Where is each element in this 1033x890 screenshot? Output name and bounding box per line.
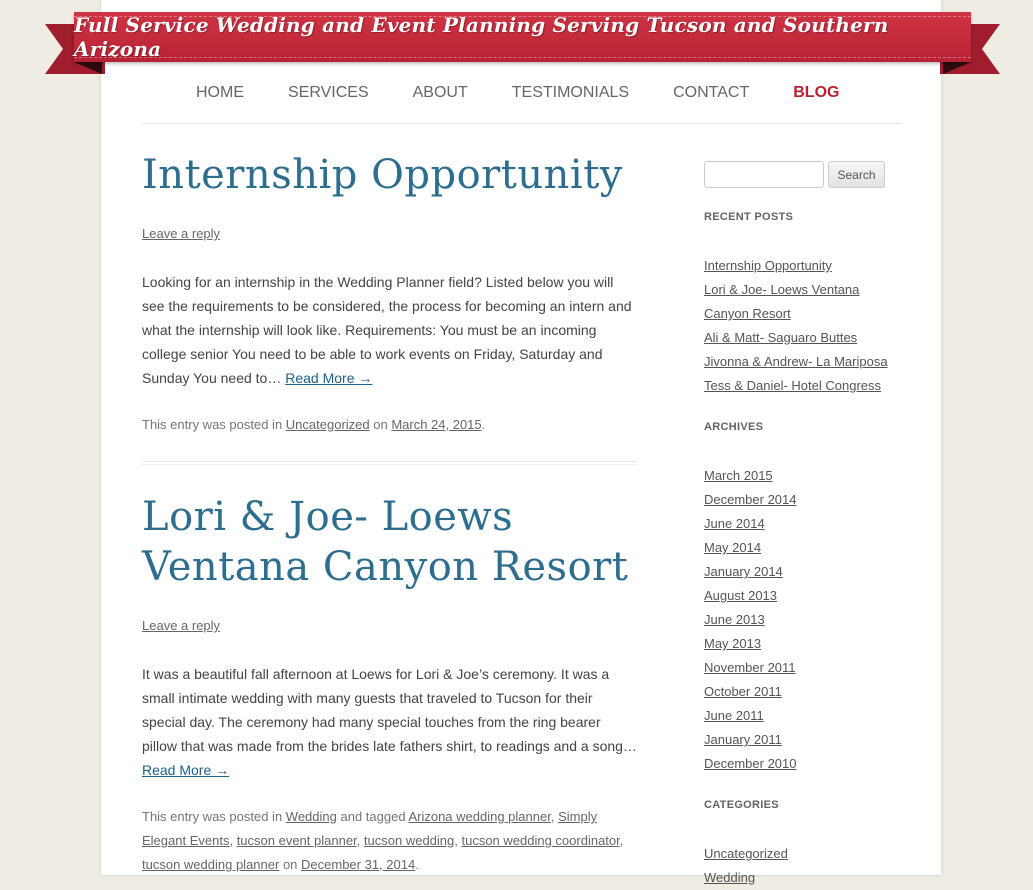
list-item — [704, 464, 797, 488]
post-title[interactable] — [142, 492, 628, 592]
category-link[interactable]: Uncategorized — [704, 846, 788, 861]
tag-separator: , — [229, 833, 237, 848]
post-title-line[interactable]: Lori & Joe- Loews — [142, 494, 514, 540]
list-item — [704, 704, 797, 728]
list-item — [704, 680, 797, 704]
nav-about[interactable]: ABOUT — [412, 84, 468, 101]
archive-link[interactable]: August 2013 — [704, 588, 778, 603]
list-item — [704, 656, 797, 680]
meta-text: on — [279, 857, 302, 872]
list-item — [704, 374, 904, 398]
tag-link[interactable]: tucson wedding planner — [142, 857, 280, 872]
tag-link[interactable]: Simply Elegant Events — [142, 809, 598, 848]
list-item — [704, 350, 904, 374]
leave-reply-link[interactable]: Leave a reply — [142, 226, 221, 241]
list-item — [704, 254, 904, 278]
recent-post-link[interactable]: Internship Opportunity — [704, 258, 832, 273]
tag-separator: , — [454, 833, 462, 848]
post-date-link[interactable]: March 24, 2015 — [391, 417, 482, 432]
read-more-link[interactable]: Read More → — [142, 762, 230, 778]
excerpt-text: Looking for an internship in the Wedding Planner field? Listed below you will see the requirements to be considered, the process for becoming an intern and what the internship will look like. Requirements: You must be an incoming college senior You need to be able to work events on Friday, Saturday and Sunday You need to… — [142, 274, 632, 386]
tag-separator: , — [619, 833, 624, 848]
list-item — [704, 632, 797, 656]
archive-link[interactable]: December 2014 — [704, 492, 797, 507]
recent-post-link[interactable]: Ali & Matt- Saguaro Buttes — [704, 330, 858, 345]
nav-blog[interactable]: BLOG — [793, 84, 840, 101]
post-excerpt — [142, 662, 637, 782]
archive-link[interactable]: January 2011 — [704, 732, 782, 747]
tag-separator: , — [356, 833, 364, 848]
archive-link[interactable]: October 2011 — [704, 684, 782, 699]
nav-divider — [142, 123, 902, 124]
tag-link[interactable]: tucson wedding — [363, 833, 455, 848]
archive-link[interactable]: May 2013 — [704, 636, 762, 651]
archive-link[interactable]: May 2014 — [704, 540, 762, 555]
post-meta — [142, 805, 637, 877]
read-more-link[interactable]: Read More → — [285, 370, 373, 386]
archive-link[interactable]: June 2011 — [704, 708, 764, 723]
header-ribbon — [74, 12, 971, 62]
meta-text: . — [481, 417, 486, 432]
nav-testimonials[interactable]: TESTIMONIALS — [511, 84, 630, 101]
archives-heading: ARCHIVES — [704, 421, 764, 433]
recent-posts-heading: RECENT POSTS — [704, 211, 794, 223]
meta-text: This entry was posted in — [142, 417, 286, 432]
meta-text: This entry was posted in — [142, 809, 286, 824]
archive-link[interactable]: December 2010 — [704, 756, 797, 771]
nav-services[interactable]: SERVICES — [288, 84, 369, 101]
list-item — [704, 584, 797, 608]
recent-post-link[interactable]: Lori & Joe- Loews Ventana Canyon Resort — [704, 282, 860, 321]
archive-link[interactable]: June 2014 — [704, 516, 765, 531]
site-tagline: Full Service Wedding and Event Planning Serving Tucson and Southern Arizona — [74, 13, 889, 61]
post-excerpt — [142, 270, 637, 390]
recent-post-link[interactable]: Tess & Daniel- Hotel Congress — [704, 378, 882, 393]
post-meta — [142, 413, 637, 437]
categories-heading: CATEGORIES — [704, 799, 779, 811]
leave-reply-link[interactable]: Leave a reply — [142, 618, 221, 633]
tag-link[interactable]: Arizona wedding planner — [408, 809, 551, 824]
meta-text: on — [369, 417, 392, 432]
archive-link[interactable]: June 2013 — [704, 612, 765, 627]
list-item — [704, 752, 797, 776]
archives-list — [704, 464, 797, 776]
list-item — [704, 278, 904, 326]
post-title-text[interactable]: Internship Opportunity — [142, 152, 623, 198]
nav-contact[interactable]: CONTACT — [673, 84, 750, 101]
meta-text: and tagged — [336, 809, 409, 824]
list-item — [704, 866, 788, 890]
recent-post-link[interactable]: Jivonna & Andrew- La Mariposa — [704, 354, 888, 369]
archive-link[interactable]: November 2011 — [704, 660, 796, 675]
list-item — [704, 608, 797, 632]
post-separator — [142, 461, 637, 465]
tag-link[interactable]: tucson wedding coordinator — [461, 833, 620, 848]
archive-link[interactable]: March 2015 — [704, 468, 773, 483]
archive-link[interactable]: January 2014 — [704, 564, 783, 579]
post-title-line[interactable]: Ventana Canyon Resort — [142, 544, 629, 590]
categories-list — [704, 842, 788, 890]
category-link[interactable]: Wedding — [704, 870, 756, 885]
tag-link[interactable]: tucson event planner — [236, 833, 357, 848]
list-item — [704, 488, 797, 512]
post-title[interactable] — [142, 150, 623, 200]
list-item — [704, 326, 904, 350]
post-date-link[interactable]: December 31, 2014 — [301, 857, 416, 872]
list-item — [704, 728, 797, 752]
search-button[interactable]: Search — [828, 161, 885, 188]
list-item — [704, 842, 788, 866]
list-item — [704, 560, 797, 584]
search-input[interactable] — [704, 161, 824, 188]
list-item — [704, 536, 797, 560]
main-nav — [196, 84, 883, 102]
recent-posts-list — [704, 254, 904, 398]
excerpt-text: It was a beautiful fall afternoon at Loews for Lori & Joe’s ceremony. It was a small intimate wedding with many guests that traveled to Tucson for their special day. The ceremony had many special touches from the ring bearer pillow that was made from the brides late fathers shirt, to readings and a song… — [142, 666, 637, 754]
category-link[interactable]: Wedding — [285, 809, 337, 824]
nav-home[interactable]: HOME — [196, 84, 244, 101]
category-link[interactable]: Uncategorized — [285, 417, 370, 432]
tag-separator: , — [550, 809, 559, 824]
list-item — [704, 512, 797, 536]
meta-text: . — [415, 857, 419, 872]
